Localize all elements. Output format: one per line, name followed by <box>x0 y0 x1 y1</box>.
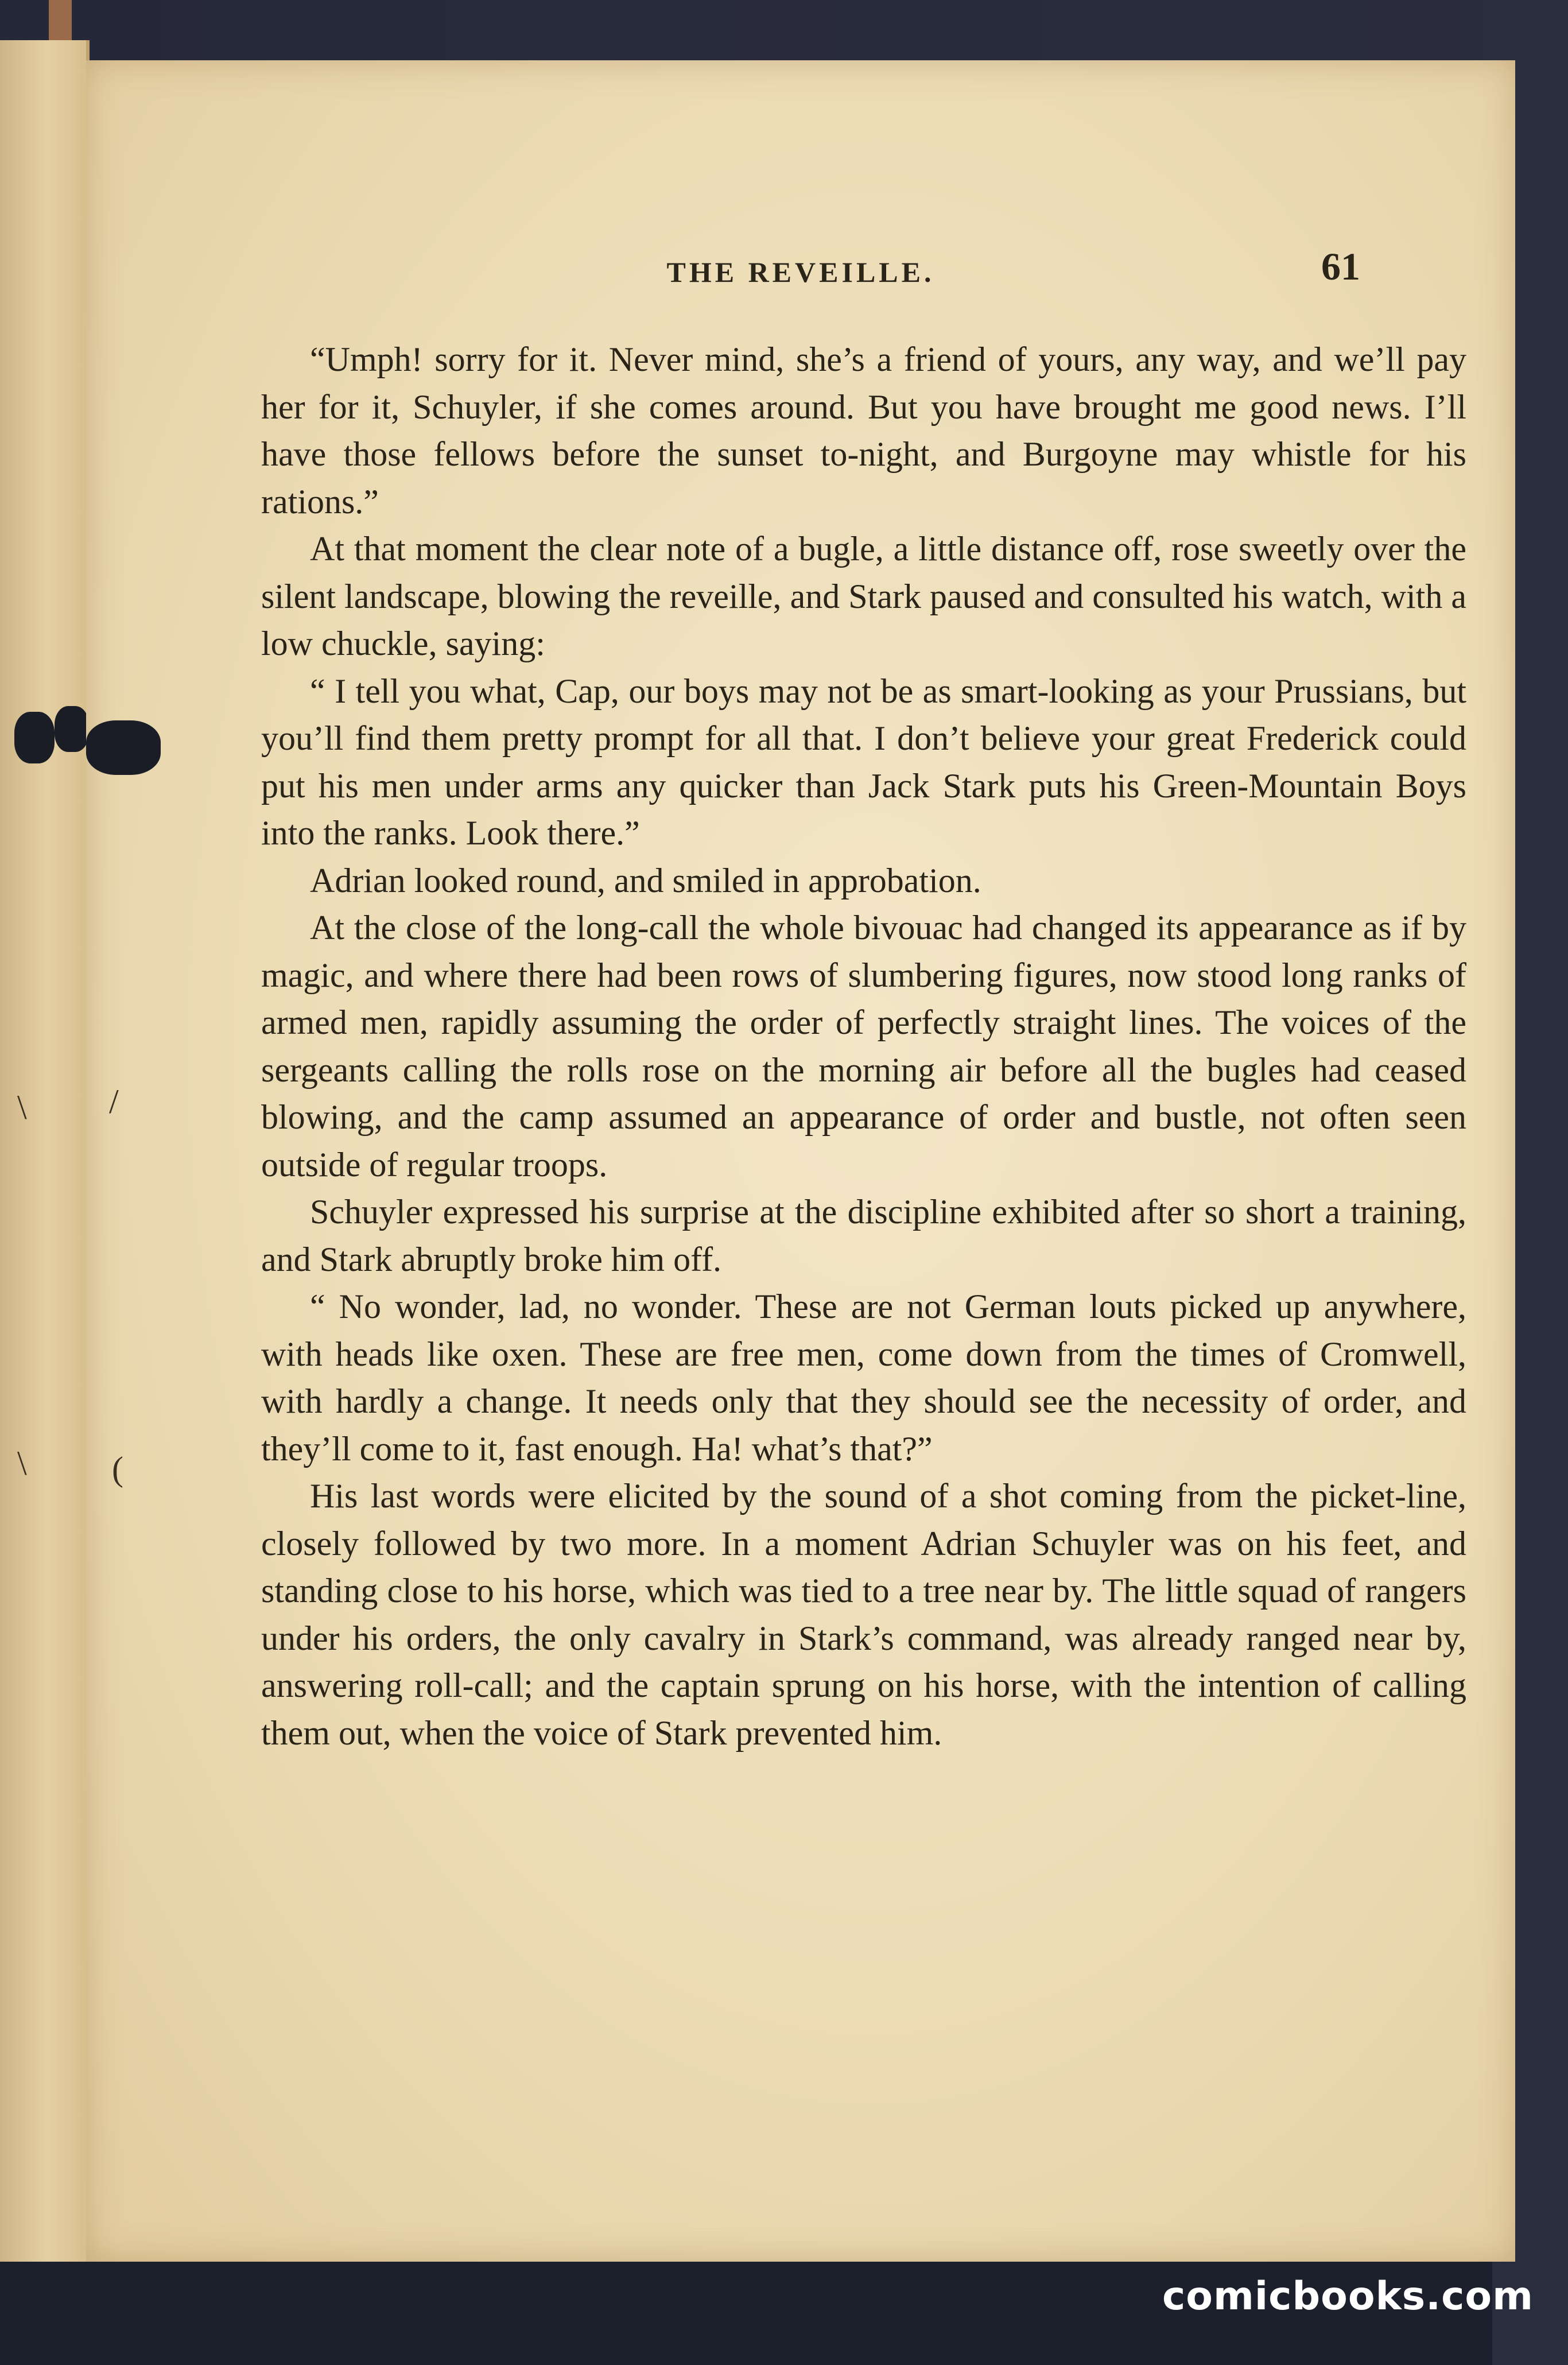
binding-tab <box>49 0 72 40</box>
binding-mark: \ <box>17 1444 27 1482</box>
paragraph: “ No wonder, lad, no wonder. These are not German louts picked up anywhere, with heads like oxen. These are free men, come down from the times of Cromwell, with hardly a change. It needs only that they should see the necessity of order, and they’ll come to it, fast enough. Ha! what’s that?” <box>261 1288 1466 1468</box>
paragraph: Schuyler expressed his surprise at the discipline exhibited after so short a training, and Stark abruptly broke him off. <box>261 1193 1466 1278</box>
page-number: 61 <box>1321 245 1360 288</box>
paragraph: Adrian looked round, and smiled in approbation. <box>310 861 981 900</box>
binding-mark: ( <box>112 1450 123 1488</box>
binding-hole <box>14 712 55 763</box>
paragraph: “Umph! sorry for it. Never mind, she’s a friend of yours, any way, and we’ll pay her for it, Schuyler, if she comes around. But you have brought me good news. I’ll have those fellows before the sunset to-night, and Burgoyne may whistle for his rations.” <box>261 340 1466 521</box>
paragraph: His last words were elicited by the sound of a shot coming from the picket-line, closely followed by two more. In a moment Adrian Schuyler was on his feet, and standing close to his horse, which was tied to a tree near by. The little squad of rangers under his orders, the only cavalry in Stark’s command, was already ranged near by, answering roll-call; and the captain sprung on his horse, with the intention of calling them out, when the voice of Stark prevented him. <box>261 1477 1466 1752</box>
book-page <box>17 60 1515 2262</box>
binding-mark: / <box>109 1083 119 1121</box>
paragraph: “ I tell you what, Cap, our boys may not be as smart-looking as your Prussians, but you’ll find them pretty prompt for all that. I don’t believe your great Frederick could put his men under arms any quicker than Jack Stark puts his Green-Mountain Boys into the ranks. Look there.” <box>261 672 1466 852</box>
paragraph: At the close of the long-call the whole bivouac had changed its appearance as if by magic, and where there had been rows of slumbering figures, now stood long ranks of armed men, rapidly assuming the order of perfectly straight lines. The voices of the sergeants calling the rolls rose on the morning air before all the bugles had ceased blowing, and the camp assumed an appearance of order and bustle, not often seen outside of regular troops. <box>261 909 1466 1184</box>
page-tear <box>86 720 161 775</box>
binding-hole <box>55 706 89 752</box>
running-head: THE REVEILLE. <box>666 256 935 288</box>
paragraph: At that moment the clear note of a bugle, a little distance off, rose sweetly over the silent landscape, blowing the reveille, and Stark paused and consulted his watch, with a low chuckle, saying: <box>261 530 1466 662</box>
facing-page-edge <box>0 40 90 2296</box>
binding-mark: \ <box>17 1088 27 1126</box>
body-text <box>261 336 1466 1757</box>
watermark: comicbooks.com <box>1162 2274 1534 2319</box>
